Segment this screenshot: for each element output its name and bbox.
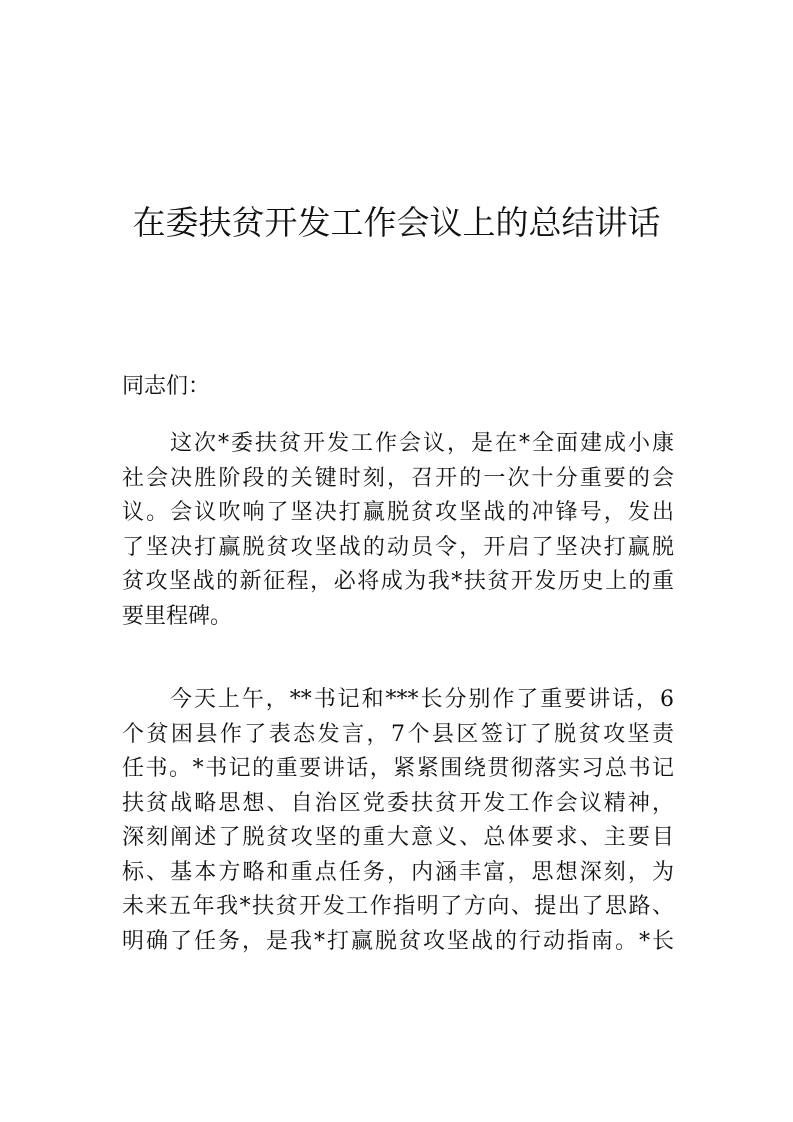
document-title: 在委扶贫开发工作会议上的总结讲话: [132, 203, 661, 242]
paragraph-2: [122, 683, 674, 959]
paragraph-1: [122, 427, 674, 634]
paragraph-line: 标、基本方略和重点任务，内涵丰富，思想深刻，为: [122, 859, 674, 885]
salutation: 同志们：: [122, 374, 211, 399]
paragraph-line: 任书。*书记的重要讲话，紧紧围绕贯彻落实习总书记: [122, 756, 674, 781]
paragraph-line: 社会决胜阶段的关键时刻，召开的一次十分重要的会: [122, 465, 674, 491]
paragraph-line: 明确了任务，是我*打赢脱贫攻坚战的行动指南。*长: [122, 928, 674, 954]
paragraph-line: 要里程碑。: [122, 603, 233, 629]
paragraph-line: 深刻阐述了脱贫攻坚的重大意义、总体要求、主要目: [122, 825, 674, 850]
paragraph-line: 扶贫战略思想、自治区党委扶贫开发工作会议精神，: [122, 790, 674, 816]
paragraph-line: 了坚决打赢脱贫攻坚战的动员令，开启了坚决打赢脱: [122, 534, 674, 560]
paragraph-line: 这次*委扶贫开发工作会议，是在*全面建成小康: [170, 431, 674, 456]
paragraph-line: 今天上午，**书记和***长分别作了重要讲话，6: [170, 687, 674, 712]
paragraph-line: 个贫困县作了表态发言，7个县区签订了脱贫攻坚责: [122, 721, 674, 747]
paragraph-line: 议。会议吹响了坚决打赢脱贫攻坚战的冲锋号，发出: [122, 500, 674, 525]
paragraph-line: 贫攻坚战的新征程，必将成为我*扶贫开发历史上的重: [122, 569, 674, 594]
paragraph-line: 未来五年我*扶贫开发工作指明了方向、提出了思路、: [122, 894, 674, 919]
